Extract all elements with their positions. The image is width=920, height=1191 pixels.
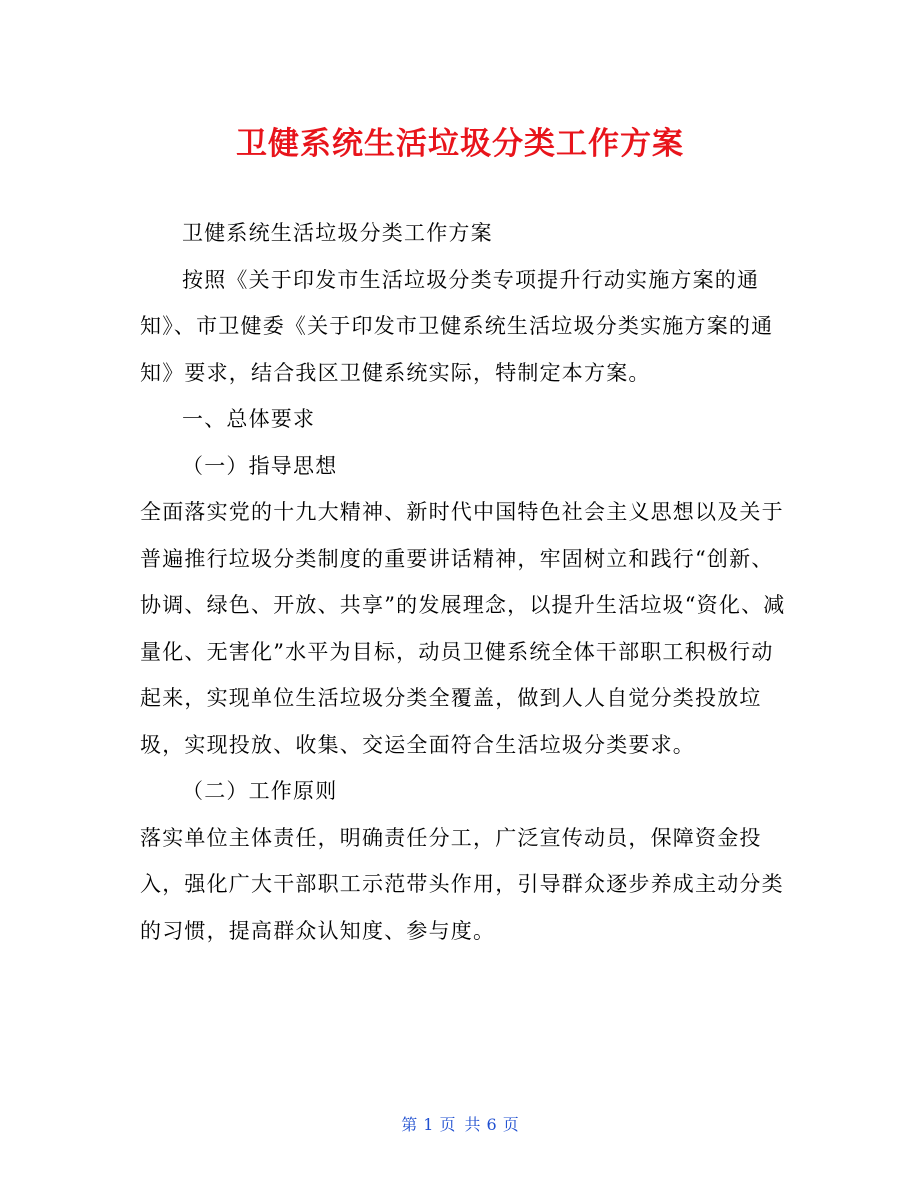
- guiding-ideology-paragraph: 全面落实党的十九大精神、新时代中国特色社会主义思想以及关于普遍推行垃圾分类制度的重要讲话精神，牢固树立和践行“创新、协调、绿色、开放、共享”的发展理念，以提升生活垃圾“资化、减量化、无害化”水平为目标，动员卫健系统全体干部职工积极行动起来，实现单位生活垃圾分类全覆盖，做到人人自觉分类投放垃圾，实现投放、收集、交运全面符合生活垃圾分类要求。: [140, 500, 786, 757]
- document-title: 卫健系统生活垃圾分类工作方案: [236, 126, 684, 162]
- footer-middle: 页 共: [439, 1115, 481, 1134]
- subsection-heading-guiding-ideology: （一）指导思想: [182, 453, 338, 478]
- document-body: [140, 210, 790, 954]
- page-footer: [0, 1112, 920, 1135]
- footer-suffix: 页: [502, 1115, 519, 1134]
- footer-total-pages: 6: [486, 1115, 497, 1134]
- work-principles-paragraph: 落实单位主体责任，明确责任分工，广泛宣传动员，保障资金投入，强化广大干部职工示范带头作用，引导群众逐步养成主动分类的习惯，提高群众认知度、参与度。: [140, 825, 784, 943]
- footer-page-number: 1: [423, 1115, 434, 1134]
- subsection-heading-work-principles: （二）工作原则: [182, 779, 338, 803]
- subtitle-paragraph: 卫健系统生活垃圾分类工作方案: [182, 221, 493, 245]
- section-heading-general-requirements: 一、总体要求: [182, 407, 316, 431]
- intro-paragraph: 按照《关于印发市生活垃圾分类专项提升行动实施方案的通知》、市卫健委《关于印发市卫健系统生活垃圾分类实施方案的通知》要求，结合我区卫健系统实际，特制定本方案。: [140, 267, 774, 385]
- footer-prefix: 第: [401, 1115, 418, 1134]
